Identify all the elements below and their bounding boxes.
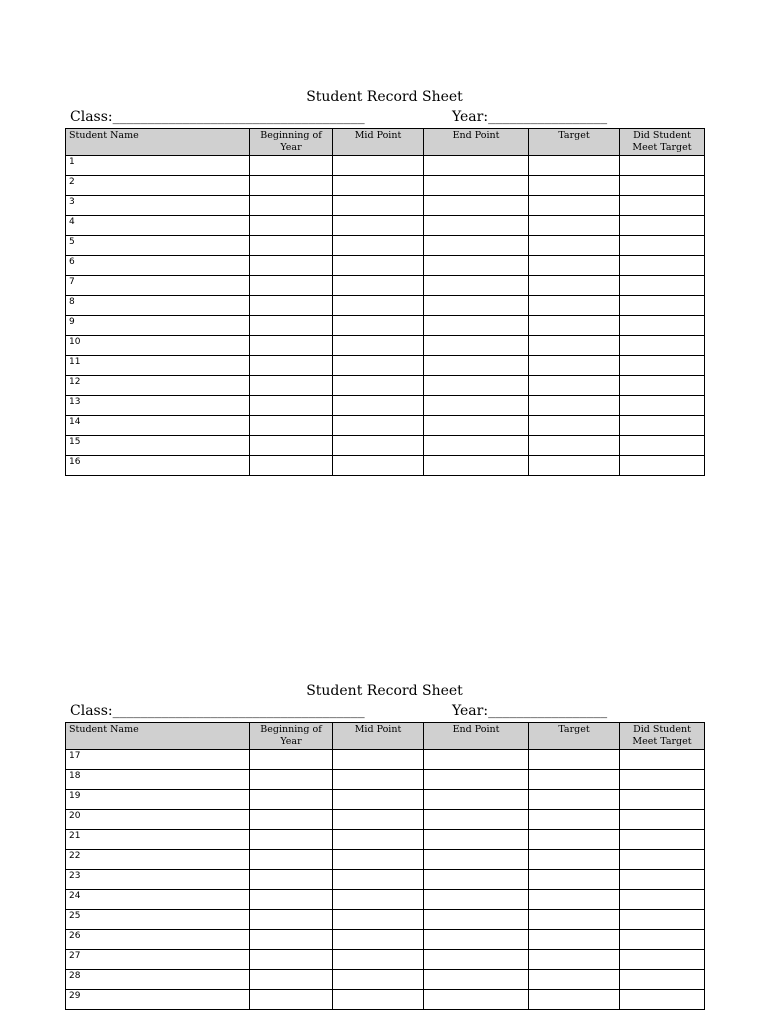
table-row <box>66 316 705 336</box>
cell-student-name[interactable]: 7 <box>66 276 250 296</box>
cell-beginning-of-year[interactable] <box>250 436 333 456</box>
table-row <box>66 356 705 376</box>
cell-end-point[interactable] <box>424 790 529 810</box>
cell-student-name[interactable]: 15 <box>66 436 250 456</box>
cell-did-student-meet-target[interactable] <box>620 850 705 870</box>
cell-did-student-meet-target[interactable] <box>620 950 705 970</box>
cell-end-point[interactable] <box>424 316 529 336</box>
table-row <box>66 176 705 196</box>
cell-mid-point[interactable] <box>333 970 424 990</box>
cell-end-point[interactable] <box>424 870 529 890</box>
cell-mid-point[interactable] <box>333 396 424 416</box>
class-field[interactable]: Class:____________________________________ <box>70 109 365 125</box>
cell-beginning-of-year[interactable] <box>250 970 333 990</box>
cell-did-student-meet-target[interactable] <box>620 930 705 950</box>
cell-did-student-meet-target[interactable] <box>620 296 705 316</box>
cell-end-point[interactable] <box>424 436 529 456</box>
cell-end-point[interactable] <box>424 950 529 970</box>
table-header-row <box>66 129 705 156</box>
cell-did-student-meet-target[interactable] <box>620 276 705 296</box>
cell-mid-point[interactable] <box>333 890 424 910</box>
cell-student-name[interactable]: 26 <box>66 930 250 950</box>
cell-target[interactable] <box>529 790 620 810</box>
cell-student-name[interactable]: 2 <box>66 176 250 196</box>
cell-target[interactable] <box>529 810 620 830</box>
cell-student-name[interactable]: 6 <box>66 256 250 276</box>
class-field[interactable]: Class:____________________________________ <box>70 703 365 719</box>
table-row <box>66 256 705 276</box>
cell-student-name[interactable]: 13 <box>66 396 250 416</box>
table-header-row <box>66 723 705 750</box>
cell-end-point[interactable] <box>424 376 529 396</box>
cell-student-name[interactable]: 4 <box>66 216 250 236</box>
table-row <box>66 196 705 216</box>
table-row <box>66 296 705 316</box>
cell-did-student-meet-target[interactable] <box>620 990 705 1010</box>
cell-mid-point[interactable] <box>333 436 424 456</box>
cell-student-name[interactable]: 29 <box>66 990 250 1010</box>
table-row <box>66 930 705 950</box>
cell-beginning-of-year[interactable] <box>250 930 333 950</box>
cell-target[interactable] <box>529 156 620 176</box>
table-row <box>66 416 705 436</box>
cell-end-point[interactable] <box>424 770 529 790</box>
cell-beginning-of-year[interactable] <box>250 770 333 790</box>
cell-mid-point[interactable] <box>333 336 424 356</box>
cell-end-point[interactable] <box>424 890 529 910</box>
cell-end-point[interactable] <box>424 156 529 176</box>
table-row <box>66 810 705 830</box>
cell-beginning-of-year[interactable] <box>250 950 333 970</box>
cell-end-point[interactable] <box>424 970 529 990</box>
cell-did-student-meet-target[interactable] <box>620 790 705 810</box>
table-body <box>66 156 705 476</box>
table-row <box>66 236 705 256</box>
cell-student-name[interactable]: 9 <box>66 316 250 336</box>
cell-end-point[interactable] <box>424 396 529 416</box>
cell-beginning-of-year[interactable] <box>250 256 333 276</box>
record-sheet-1 <box>65 88 704 476</box>
cell-student-name[interactable]: 23 <box>66 870 250 890</box>
cell-mid-point[interactable] <box>333 910 424 930</box>
cell-mid-point[interactable] <box>333 770 424 790</box>
cell-did-student-meet-target[interactable] <box>620 890 705 910</box>
cell-target[interactable] <box>529 416 620 436</box>
record-table <box>65 128 705 476</box>
cell-mid-point[interactable] <box>333 850 424 870</box>
cell-mid-point[interactable] <box>333 236 424 256</box>
cell-did-student-meet-target[interactable] <box>620 256 705 276</box>
cell-target[interactable] <box>529 196 620 216</box>
cell-end-point[interactable] <box>424 910 529 930</box>
header-did-student-meet-target: Did Student Meet Target <box>620 129 705 156</box>
cell-student-name[interactable]: 21 <box>66 830 250 850</box>
year-field[interactable]: Year:_________________ <box>452 109 608 125</box>
table-row <box>66 970 705 990</box>
cell-end-point[interactable] <box>424 296 529 316</box>
cell-beginning-of-year[interactable] <box>250 236 333 256</box>
cell-student-name[interactable]: 12 <box>66 376 250 396</box>
cell-mid-point[interactable] <box>333 176 424 196</box>
table-row <box>66 890 705 910</box>
cell-beginning-of-year[interactable] <box>250 376 333 396</box>
cell-mid-point[interactable] <box>333 870 424 890</box>
cell-mid-point[interactable] <box>333 416 424 436</box>
table-body <box>66 750 705 1010</box>
cell-target[interactable] <box>529 910 620 930</box>
cell-beginning-of-year[interactable] <box>250 176 333 196</box>
header-mid-point: Mid Point <box>333 723 424 750</box>
cell-target[interactable] <box>529 950 620 970</box>
header-end-point: End Point <box>424 129 529 156</box>
cell-did-student-meet-target[interactable] <box>620 236 705 256</box>
cell-target[interactable] <box>529 890 620 910</box>
cell-mid-point[interactable] <box>333 990 424 1010</box>
cell-end-point[interactable] <box>424 256 529 276</box>
cell-beginning-of-year[interactable] <box>250 396 333 416</box>
cell-student-name[interactable]: 22 <box>66 850 250 870</box>
cell-did-student-meet-target[interactable] <box>620 910 705 930</box>
cell-target[interactable] <box>529 336 620 356</box>
cell-beginning-of-year[interactable] <box>250 750 333 770</box>
header-student-name: Student Name <box>66 129 250 156</box>
header-target: Target <box>529 723 620 750</box>
cell-mid-point[interactable] <box>333 830 424 850</box>
cell-target[interactable] <box>529 176 620 196</box>
cell-student-name[interactable]: 14 <box>66 416 250 436</box>
cell-mid-point[interactable] <box>333 376 424 396</box>
cell-beginning-of-year[interactable] <box>250 790 333 810</box>
cell-beginning-of-year[interactable] <box>250 196 333 216</box>
cell-beginning-of-year[interactable] <box>250 810 333 830</box>
cell-end-point[interactable] <box>424 456 529 476</box>
cell-beginning-of-year[interactable] <box>250 830 333 850</box>
cell-beginning-of-year[interactable] <box>250 870 333 890</box>
cell-student-name[interactable]: 5 <box>66 236 250 256</box>
cell-student-name[interactable]: 3 <box>66 196 250 216</box>
cell-end-point[interactable] <box>424 276 529 296</box>
sheet-title: Student Record Sheet <box>306 89 463 105</box>
cell-did-student-meet-target[interactable] <box>620 416 705 436</box>
cell-did-student-meet-target[interactable] <box>620 396 705 416</box>
cell-target[interactable] <box>529 376 620 396</box>
cell-beginning-of-year[interactable] <box>250 216 333 236</box>
cell-did-student-meet-target[interactable] <box>620 196 705 216</box>
header-target: Target <box>529 129 620 156</box>
cell-did-student-meet-target[interactable] <box>620 216 705 236</box>
cell-student-name[interactable]: 20 <box>66 810 250 830</box>
table-row <box>66 436 705 456</box>
cell-end-point[interactable] <box>424 850 529 870</box>
cell-mid-point[interactable] <box>333 950 424 970</box>
cell-mid-point[interactable] <box>333 216 424 236</box>
cell-target[interactable] <box>529 236 620 256</box>
cell-end-point[interactable] <box>424 236 529 256</box>
cell-mid-point[interactable] <box>333 790 424 810</box>
cell-student-name[interactable]: 16 <box>66 456 250 476</box>
table-row <box>66 950 705 970</box>
record-sheet-2 <box>65 682 704 1010</box>
cell-did-student-meet-target[interactable] <box>620 456 705 476</box>
cell-mid-point[interactable] <box>333 930 424 950</box>
cell-student-name[interactable]: 24 <box>66 890 250 910</box>
table-row <box>66 910 705 930</box>
cell-beginning-of-year[interactable] <box>250 990 333 1010</box>
table-row <box>66 830 705 850</box>
cell-mid-point[interactable] <box>333 356 424 376</box>
cell-mid-point[interactable] <box>333 276 424 296</box>
cell-beginning-of-year[interactable] <box>250 156 333 176</box>
cell-did-student-meet-target[interactable] <box>620 750 705 770</box>
cell-end-point[interactable] <box>424 810 529 830</box>
cell-beginning-of-year[interactable] <box>250 456 333 476</box>
cell-end-point[interactable] <box>424 336 529 356</box>
cell-beginning-of-year[interactable] <box>250 276 333 296</box>
cell-target[interactable] <box>529 990 620 1010</box>
cell-did-student-meet-target[interactable] <box>620 356 705 376</box>
cell-target[interactable] <box>529 356 620 376</box>
cell-mid-point[interactable] <box>333 196 424 216</box>
table-row <box>66 870 705 890</box>
cell-end-point[interactable] <box>424 196 529 216</box>
cell-target[interactable] <box>529 216 620 236</box>
cell-target[interactable] <box>529 970 620 990</box>
cell-target[interactable] <box>529 296 620 316</box>
cell-did-student-meet-target[interactable] <box>620 830 705 850</box>
class-year-row <box>65 106 704 128</box>
cell-target[interactable] <box>529 850 620 870</box>
cell-beginning-of-year[interactable] <box>250 850 333 870</box>
cell-student-name[interactable]: 18 <box>66 770 250 790</box>
cell-beginning-of-year[interactable] <box>250 910 333 930</box>
cell-target[interactable] <box>529 316 620 336</box>
cell-target[interactable] <box>529 396 620 416</box>
cell-student-name[interactable]: 1 <box>66 156 250 176</box>
table-row <box>66 790 705 810</box>
cell-end-point[interactable] <box>424 990 529 1010</box>
cell-target[interactable] <box>529 750 620 770</box>
table-row <box>66 770 705 790</box>
header-beginning-of-year: Beginning of Year <box>250 129 333 156</box>
cell-target[interactable] <box>529 770 620 790</box>
cell-student-name[interactable]: 28 <box>66 970 250 990</box>
cell-did-student-meet-target[interactable] <box>620 336 705 356</box>
cell-did-student-meet-target[interactable] <box>620 770 705 790</box>
cell-did-student-meet-target[interactable] <box>620 970 705 990</box>
class-year-row <box>65 700 704 722</box>
cell-target[interactable] <box>529 256 620 276</box>
cell-did-student-meet-target[interactable] <box>620 156 705 176</box>
table-row <box>66 990 705 1010</box>
cell-student-name[interactable]: 19 <box>66 790 250 810</box>
table-row <box>66 156 705 176</box>
cell-target[interactable] <box>529 870 620 890</box>
cell-target[interactable] <box>529 436 620 456</box>
header-end-point: End Point <box>424 723 529 750</box>
cell-student-name[interactable]: 10 <box>66 336 250 356</box>
cell-mid-point[interactable] <box>333 456 424 476</box>
cell-end-point[interactable] <box>424 930 529 950</box>
cell-student-name[interactable]: 8 <box>66 296 250 316</box>
cell-end-point[interactable] <box>424 750 529 770</box>
header-student-name: Student Name <box>66 723 250 750</box>
cell-beginning-of-year[interactable] <box>250 316 333 336</box>
cell-student-name[interactable]: 11 <box>66 356 250 376</box>
sheet-title: Student Record Sheet <box>306 683 463 699</box>
year-field[interactable]: Year:_________________ <box>452 703 608 719</box>
cell-beginning-of-year[interactable] <box>250 336 333 356</box>
cell-mid-point[interactable] <box>333 750 424 770</box>
cell-mid-point[interactable] <box>333 316 424 336</box>
table-row <box>66 850 705 870</box>
cell-end-point[interactable] <box>424 216 529 236</box>
header-beginning-of-year: Beginning of Year <box>250 723 333 750</box>
cell-target[interactable] <box>529 930 620 950</box>
cell-did-student-meet-target[interactable] <box>620 376 705 396</box>
cell-target[interactable] <box>529 830 620 850</box>
cell-target[interactable] <box>529 276 620 296</box>
cell-beginning-of-year[interactable] <box>250 356 333 376</box>
cell-beginning-of-year[interactable] <box>250 296 333 316</box>
cell-end-point[interactable] <box>424 176 529 196</box>
cell-mid-point[interactable] <box>333 156 424 176</box>
table-row <box>66 376 705 396</box>
cell-did-student-meet-target[interactable] <box>620 436 705 456</box>
cell-did-student-meet-target[interactable] <box>620 316 705 336</box>
table-row <box>66 216 705 236</box>
cell-did-student-meet-target[interactable] <box>620 176 705 196</box>
cell-did-student-meet-target[interactable] <box>620 810 705 830</box>
table-row <box>66 456 705 476</box>
cell-target[interactable] <box>529 456 620 476</box>
cell-did-student-meet-target[interactable] <box>620 870 705 890</box>
cell-student-name[interactable]: 17 <box>66 750 250 770</box>
cell-beginning-of-year[interactable] <box>250 890 333 910</box>
header-did-student-meet-target: Did Student Meet Target <box>620 723 705 750</box>
cell-end-point[interactable] <box>424 416 529 436</box>
cell-student-name[interactable]: 25 <box>66 910 250 930</box>
table-row <box>66 396 705 416</box>
cell-mid-point[interactable] <box>333 256 424 276</box>
table-row <box>66 336 705 356</box>
header-mid-point: Mid Point <box>333 129 424 156</box>
cell-end-point[interactable] <box>424 830 529 850</box>
table-row <box>66 276 705 296</box>
cell-mid-point[interactable] <box>333 296 424 316</box>
cell-end-point[interactable] <box>424 356 529 376</box>
cell-mid-point[interactable] <box>333 810 424 830</box>
table-row <box>66 750 705 770</box>
cell-beginning-of-year[interactable] <box>250 416 333 436</box>
cell-student-name[interactable]: 27 <box>66 950 250 970</box>
record-table <box>65 722 705 1010</box>
